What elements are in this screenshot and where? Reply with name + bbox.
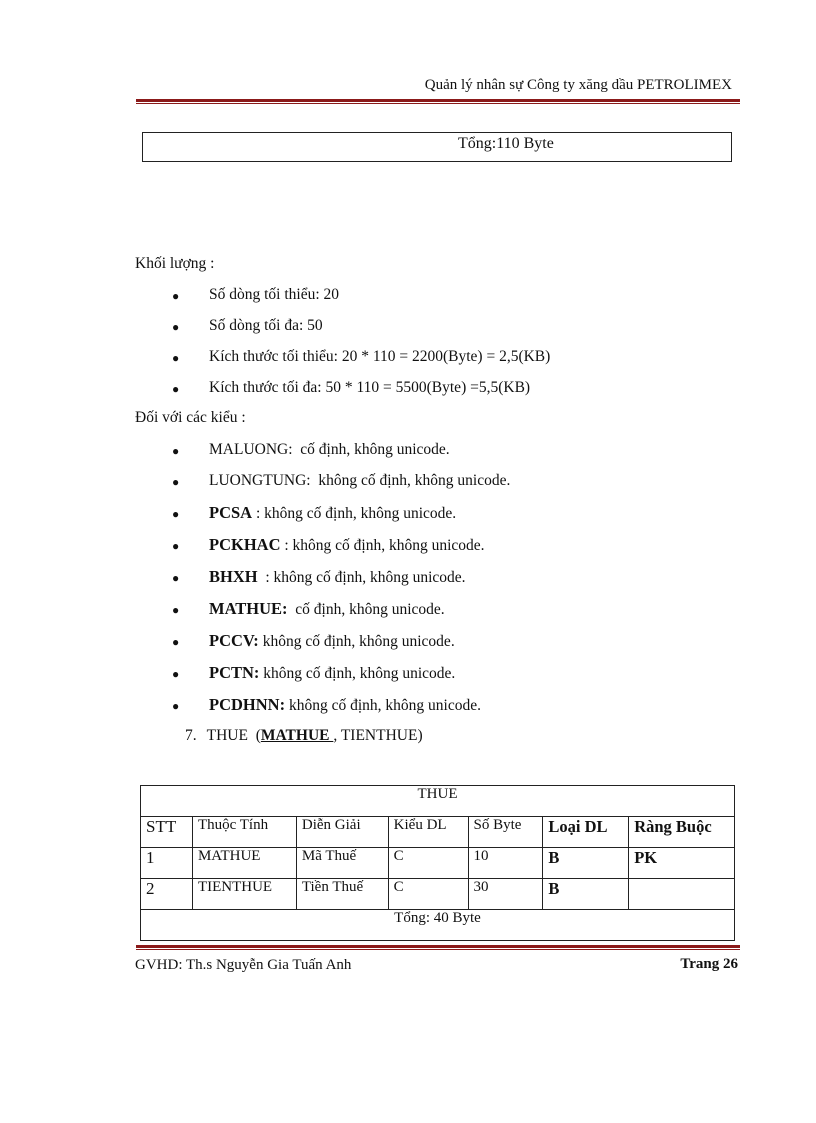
type-desc: : không cố định, không unicode.: [280, 537, 485, 554]
table-header-cell: STT: [141, 817, 193, 848]
bullet-icon: ●: [172, 444, 180, 458]
table-cell: Mã Thuế: [296, 848, 388, 879]
type-desc: không cố định, không unicode.: [259, 665, 456, 682]
table-title: THUE: [141, 786, 735, 817]
type-name: PCCV:: [209, 631, 259, 650]
type-item: [209, 503, 456, 523]
type-item: [209, 599, 445, 619]
bullet-icon: ●: [172, 320, 180, 334]
footer-rule-thin: [136, 949, 740, 950]
type-item: [209, 695, 481, 715]
total-box-text: Tổng:110 Byte: [458, 135, 554, 152]
table-cell: C: [388, 879, 468, 910]
bullet-icon: ●: [172, 475, 180, 489]
table-cell: 10: [468, 848, 543, 879]
table-row: [141, 879, 735, 910]
type-item: [209, 441, 450, 459]
volume-item: Kích thước tối thiểu: 20 * 110 = 2200(Byte) = 2,5(KB): [209, 348, 551, 365]
type-name: MATHUE:: [209, 599, 288, 618]
footer-rule: [136, 945, 740, 948]
type-desc: cố định, không unicode.: [292, 441, 450, 458]
bullet-icon: ●: [172, 289, 180, 303]
table-cell: 2: [141, 879, 193, 910]
section-prefix: THUE (: [206, 727, 261, 744]
volume-heading: Khối lượng :: [135, 255, 215, 272]
type-item: [209, 567, 466, 587]
type-name: PCDHNN:: [209, 695, 286, 714]
type-desc: : không cố định, không unicode.: [252, 505, 457, 522]
table-cell: 30: [468, 879, 543, 910]
thue-table: [140, 785, 735, 941]
type-name: PCTN:: [209, 663, 260, 682]
table-header-cell: Kiểu DL: [388, 817, 468, 848]
type-desc: : không cố định, không unicode.: [257, 569, 466, 586]
header-rule-thin: [136, 103, 740, 104]
table-header-cell: Diễn Giải: [296, 817, 388, 848]
header-rule: [136, 99, 740, 102]
section-7-heading: [185, 727, 423, 745]
bullet-icon: ●: [172, 603, 180, 617]
total-box: [142, 132, 732, 162]
type-desc: không cố định, không unicode.: [285, 697, 481, 714]
bullet-icon: ●: [172, 667, 180, 681]
section-number: 7.: [185, 727, 197, 744]
table-header-row: [141, 817, 735, 848]
table-header-cell: Số Byte: [468, 817, 543, 848]
type-name: PCKHAC: [209, 535, 281, 554]
footer-instructor: GVHD: Th.s Nguyễn Gia Tuấn Anh: [135, 957, 352, 973]
table-total: Tổng: 40 Byte: [141, 910, 735, 941]
type-item: [209, 472, 510, 490]
type-desc: cố định, không unicode.: [287, 601, 445, 618]
table-row: [141, 848, 735, 879]
bullet-icon: ●: [172, 382, 180, 396]
bullet-icon: ●: [172, 351, 180, 365]
bullet-icon: ●: [172, 571, 180, 585]
table-cell: TIENTHUE: [192, 879, 296, 910]
type-name: MALUONG:: [209, 441, 293, 458]
bullet-icon: ●: [172, 699, 180, 713]
type-name: PCSA: [209, 503, 253, 522]
table-header-cell: Thuộc Tính: [192, 817, 296, 848]
table-cell: MATHUE: [192, 848, 296, 879]
type-desc: không cố định, không unicode.: [258, 633, 455, 650]
volume-item: Số dòng tối thiểu: 20: [209, 286, 340, 303]
bullet-icon: ●: [172, 635, 180, 649]
volume-item: Kích thước tối đa: 50 * 110 = 5500(Byte) =5,5(KB): [209, 379, 531, 396]
table-cell: B: [543, 848, 629, 879]
table-cell: PK: [629, 848, 735, 879]
section-key: MATHUE: [260, 727, 334, 744]
table-header-cell: Loại DL: [543, 817, 629, 848]
types-heading: Đối với các kiểu :: [135, 409, 246, 426]
table-cell: B: [543, 879, 629, 910]
section-suffix: , TIENTHUE): [333, 727, 423, 744]
type-item: [209, 535, 485, 555]
bullet-icon: ●: [172, 539, 180, 553]
table-cell: [629, 879, 735, 910]
table-cell: 1: [141, 848, 193, 879]
type-item: [209, 631, 455, 651]
table-header-cell: Ràng Buộc: [629, 817, 735, 848]
type-name: LUONGTUNG:: [209, 472, 311, 489]
type-item: [209, 663, 455, 683]
type-name: BHXH: [209, 567, 258, 586]
bullet-icon: ●: [172, 507, 180, 521]
type-desc: không cố định, không unicode.: [310, 472, 511, 489]
page-number: Trang 26: [680, 956, 738, 972]
page-header-title: Quản lý nhân sự Công ty xăng dầu PETROLIMEX: [424, 77, 732, 93]
volume-item: Số dòng tối đa: 50: [209, 317, 323, 334]
table-cell: C: [388, 848, 468, 879]
table-cell: Tiền Thuế: [296, 879, 388, 910]
